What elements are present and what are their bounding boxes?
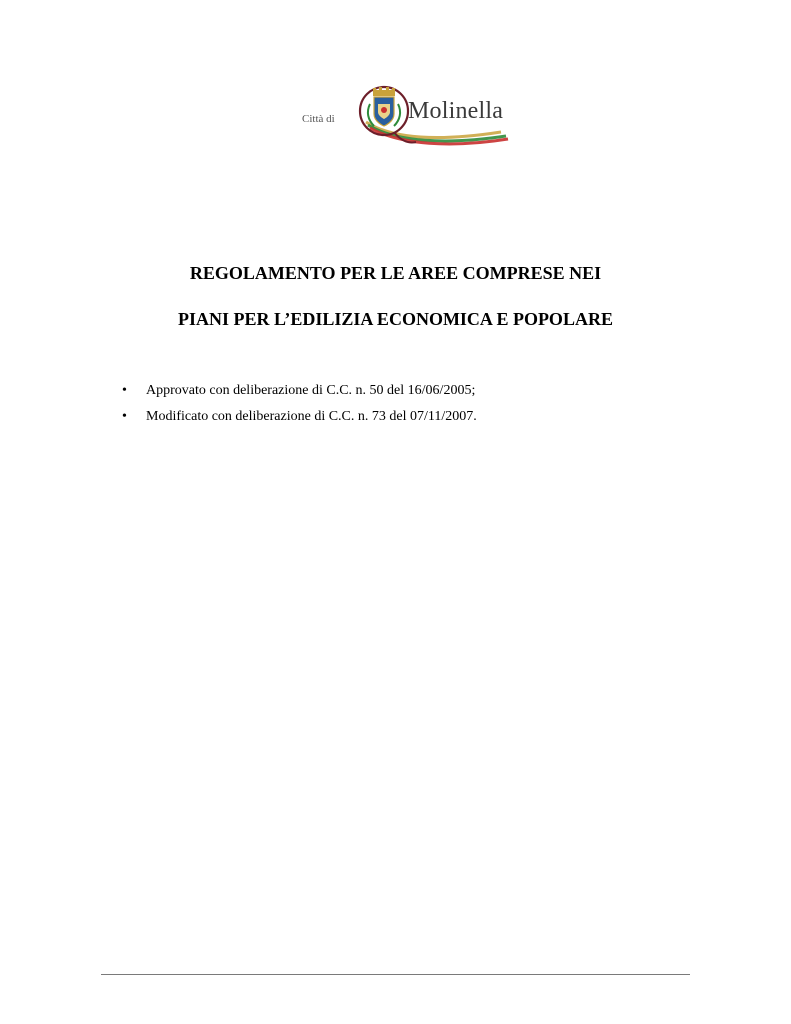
document-title-line-2: PIANI PER L’EDILIZIA ECONOMICA E POPOLARE [178, 309, 613, 329]
logo-city-name: Molinella [408, 98, 504, 124]
bullet-icon: • [122, 383, 127, 398]
logo-prefix-text: Città di [302, 113, 335, 125]
bullet-icon: • [122, 409, 127, 424]
document-title-line-1: REGOLAMENTO PER LE AREE COMPRESE NEI [189, 263, 602, 283]
city-logo [296, 82, 510, 146]
footer-divider [101, 974, 690, 975]
modification-note-text: Modificato con deliberazione di C.C. n. 73 del 07/11/2007. [146, 409, 477, 424]
approval-note-text: Approvato con deliberazione di C.C. n. 50 del 16/06/2005; [146, 383, 476, 398]
